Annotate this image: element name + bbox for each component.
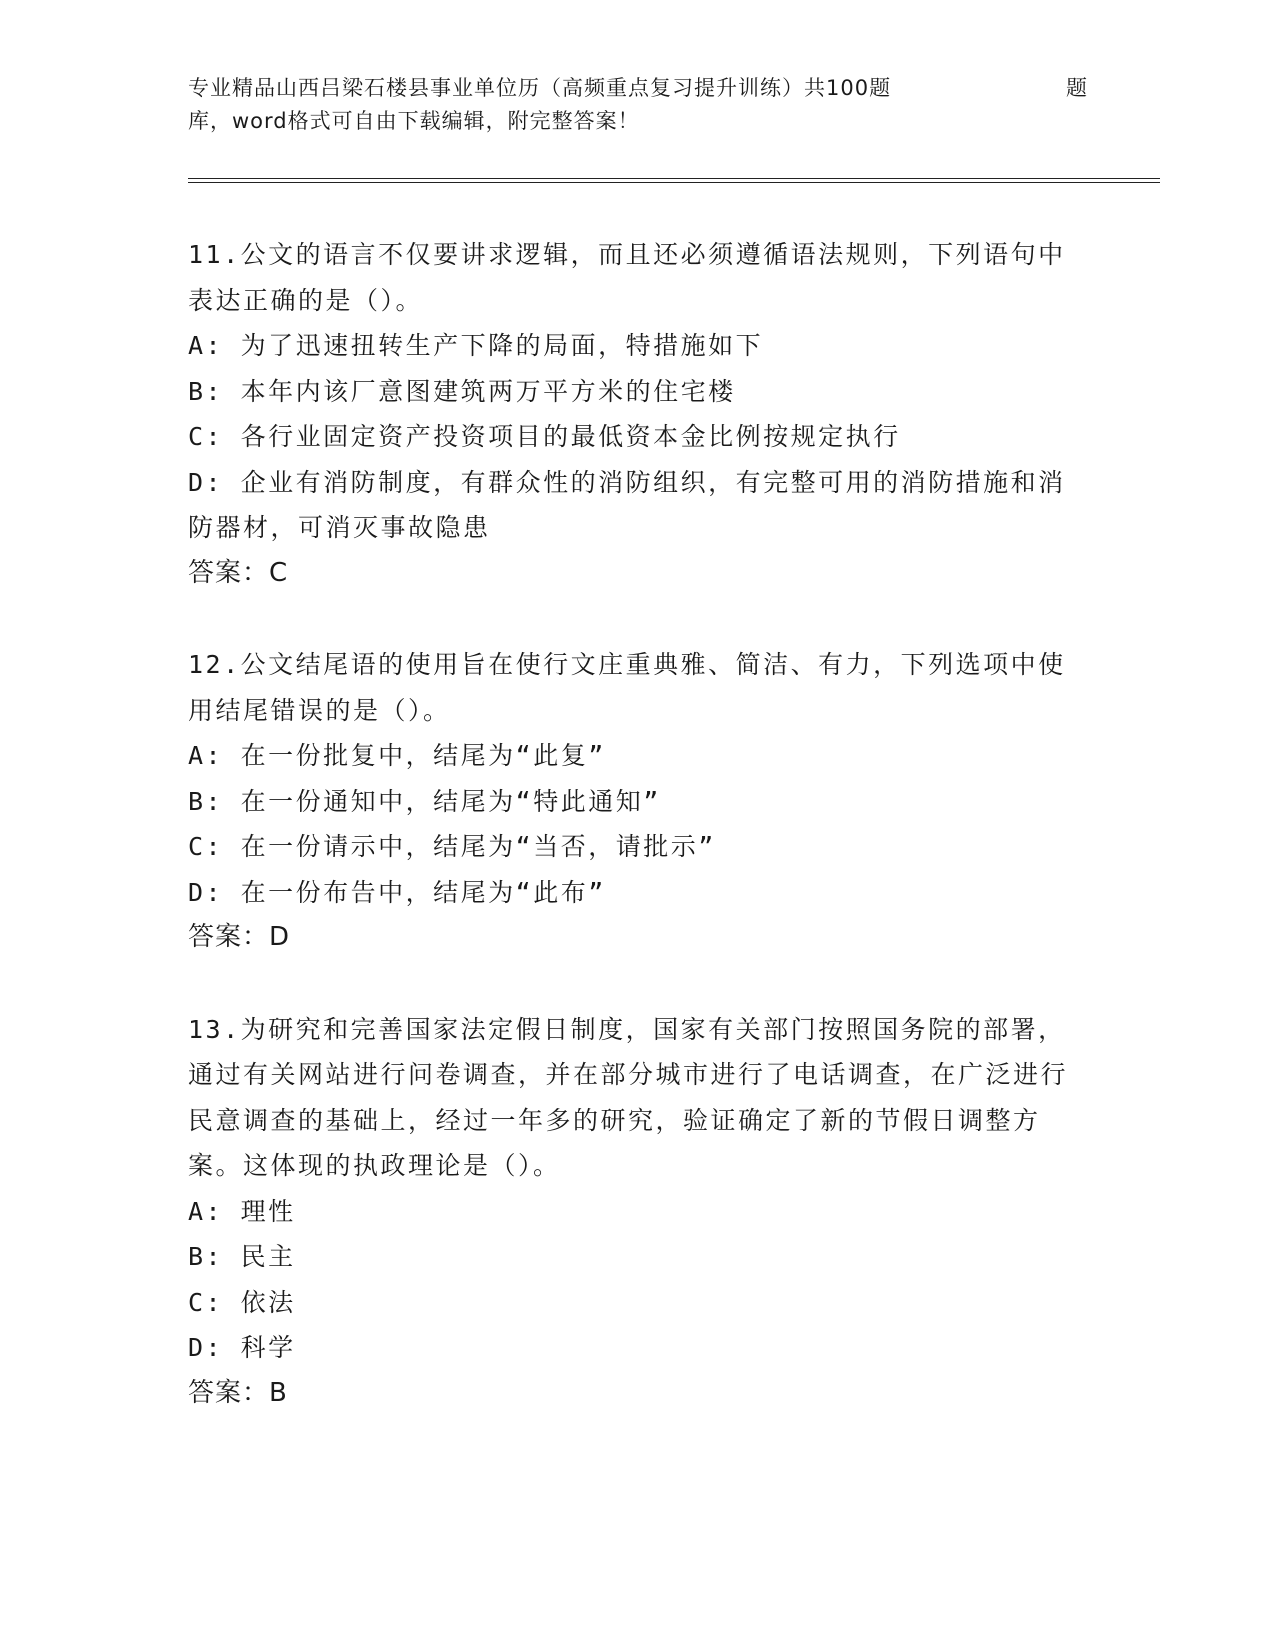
option-d: D: 科学 <box>188 1333 296 1362</box>
question-stem: 11.公文的语言不仅要讲求逻辑，而且还必须遵循语法规则，下列语句中表达正确的是（）。 <box>188 240 1066 315</box>
header-line-2: 库，word格式可自由下载编辑，附完整答案！ <box>188 109 640 133</box>
option-b: B: 民主 <box>188 1242 296 1271</box>
question-stem: 13.为研究和完善国家法定假日制度，国家有关部门按照国务院的部署，通过有关网站进行问卷调查，并在部分城市进行了电话调查，在广泛进行民意调查的基础上，经过一年多的研究，验证确定了新的节假日调整方案。这体现的执政理论是（）。 <box>188 1014 1069 1180</box>
header-double-rule <box>188 178 1160 183</box>
option-a: A: 为了迅速扭转生产下降的局面，特措施如下 <box>188 331 764 360</box>
questions-list <box>188 232 1088 1462</box>
option-c: C: 在一份请示中，结尾为“当否，请批示” <box>188 832 716 861</box>
question-stem: 12.公文结尾语的使用旨在使行文庄重典雅、简洁、有力，下列选项中使用结尾错误的是（）。 <box>188 650 1066 725</box>
option-d: D: 在一份布告中，结尾为“此布” <box>188 877 606 907</box>
answer-label: 答案：C <box>188 557 289 588</box>
document-header <box>188 72 1088 138</box>
answer-label: 答案：B <box>188 1377 288 1408</box>
option-c: C: 依法 <box>188 1287 296 1317</box>
option-b: B: 在一份通知中，结尾为“特此通知” <box>188 786 661 816</box>
question-item <box>188 232 1088 596</box>
question-item <box>188 1007 1088 1417</box>
option-d: D: 企业有消防制度，有群众性的消防组织，有完整可用的消防措施和消防器材，可消灭事故隐患 <box>188 467 1066 542</box>
option-a: A: 在一份批复中，结尾为“此复” <box>188 741 606 770</box>
question-item <box>188 642 1088 961</box>
option-c: C: 各行业固定资产投资项目的最低资本金比例按规定执行 <box>188 422 901 451</box>
option-a: A: 理性 <box>188 1196 296 1226</box>
answer-label: 答案：D <box>188 922 291 952</box>
option-b: B: 本年内该厂意图建筑两万平方米的住宅楼 <box>188 376 736 406</box>
header-title: 专业精品山西吕梁石楼县事业单位历（高频重点复习提升训练）共100题 <box>188 76 892 100</box>
header-title-continuation: 题 <box>1066 76 1088 100</box>
header-line-1 <box>188 72 1088 105</box>
